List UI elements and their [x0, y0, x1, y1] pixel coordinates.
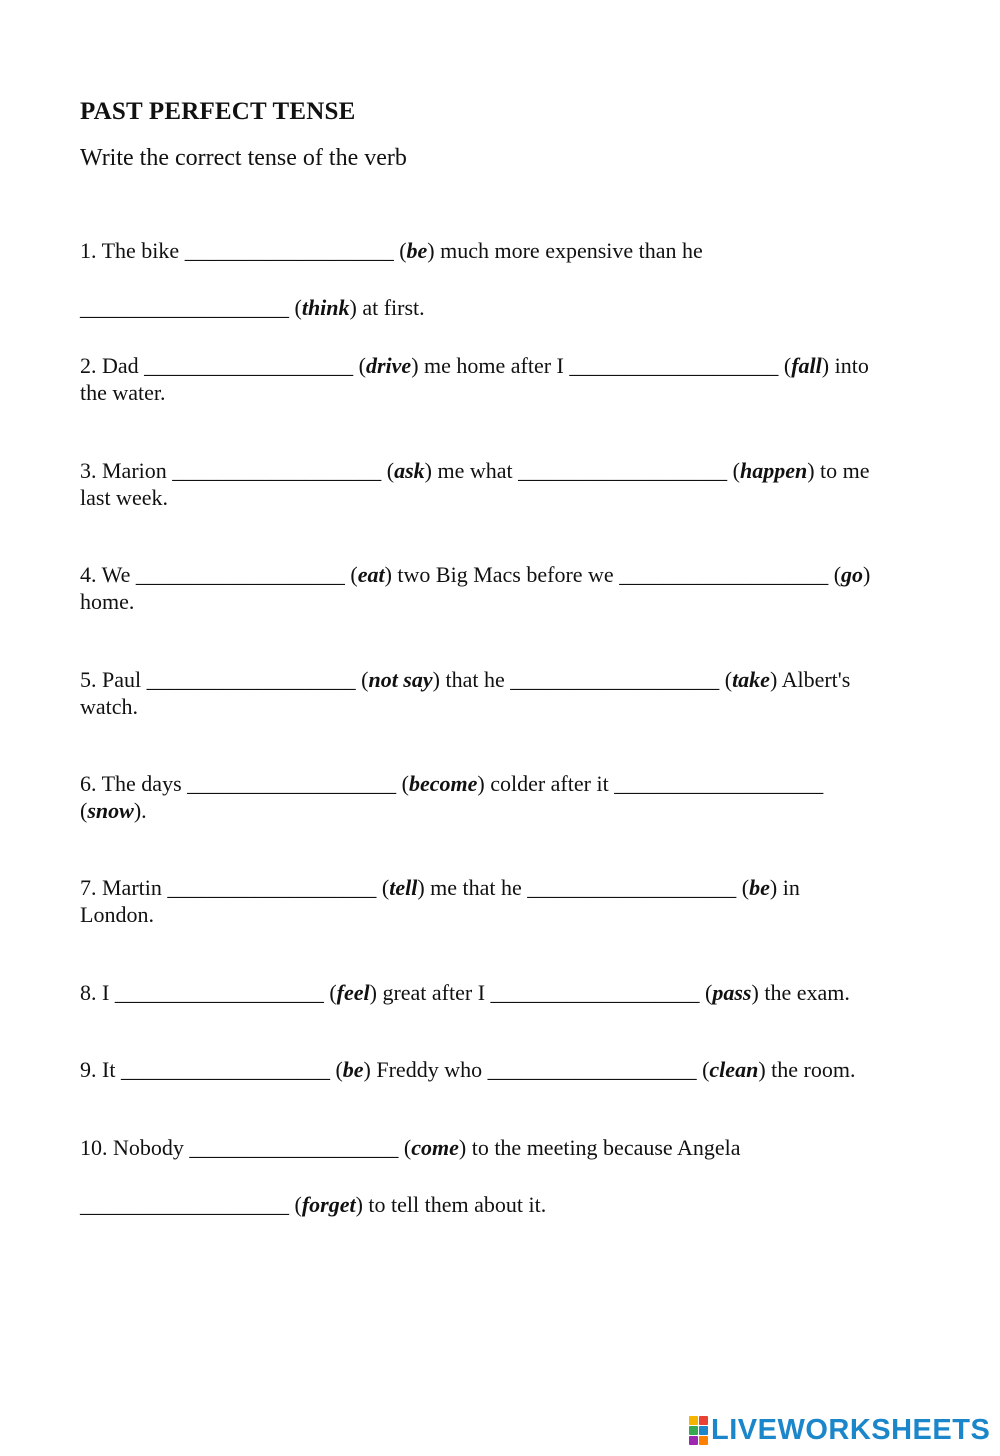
answer-blank[interactable]: ___________________ — [120, 1057, 330, 1082]
logo-tile — [699, 1436, 708, 1445]
answer-blank[interactable]: ___________________ — [518, 458, 728, 483]
sentence-text: ) Freddy who — [363, 1057, 488, 1082]
answer-blank[interactable]: ___________________ — [569, 353, 779, 378]
sentence-text: ) much more expensive than he — [427, 238, 703, 263]
sentence-text: ( — [381, 458, 395, 483]
verb-hint: not say — [368, 667, 433, 692]
logo-tile — [689, 1426, 698, 1435]
sentence-text: 5. Paul — [80, 667, 147, 692]
sentence-text: ( — [778, 353, 792, 378]
sentence-text: ) Albert's — [769, 667, 851, 692]
sentence-text: ( — [353, 353, 366, 378]
exercise-line — [80, 797, 147, 825]
sentence-text: ) me what — [424, 458, 519, 483]
verb-hint: clean — [709, 1057, 759, 1082]
verb-hint: be — [406, 238, 428, 263]
answer-blank[interactable]: ___________________ — [144, 353, 354, 378]
exercise-line — [80, 666, 850, 694]
sentence-text: 2. Dad — [80, 353, 145, 378]
sentence-text: ) that he — [432, 667, 511, 692]
sentence-text: ( — [727, 458, 740, 483]
answer-blank[interactable]: ___________________ — [614, 771, 824, 796]
sentence-text: ) to the meeting because Angela — [458, 1135, 741, 1160]
answer-blank[interactable]: ___________________ — [80, 295, 289, 320]
answer-blank[interactable]: ___________________ — [490, 980, 700, 1005]
sentence-text: 9. It — [80, 1057, 121, 1082]
sentence-text: ( — [355, 667, 369, 692]
exercise-line — [80, 979, 850, 1007]
verb-hint: drive — [365, 353, 412, 378]
sentence-text: ( — [289, 1192, 302, 1217]
answer-blank[interactable]: ___________________ — [167, 875, 377, 900]
exercise-line — [80, 457, 870, 485]
logo-tile — [689, 1436, 698, 1445]
sentence-text: ( — [736, 875, 750, 900]
verb-hint: be — [749, 875, 770, 900]
sentence-text: ) me that he — [417, 875, 528, 900]
sentence-text: ( — [398, 1135, 412, 1160]
logo-tile — [699, 1416, 708, 1425]
verb-hint: become — [408, 771, 478, 796]
sentence-text: ) the room. — [758, 1057, 856, 1082]
verb-hint: take — [732, 667, 770, 692]
exercise-line — [80, 1056, 855, 1084]
sentence-text: 4. We — [80, 562, 136, 587]
exercise-line — [80, 770, 823, 798]
verb-hint: eat — [357, 562, 385, 587]
instruction-text: Write the correct tense of the verb — [80, 145, 407, 171]
answer-blank[interactable]: ___________________ — [184, 238, 394, 263]
sentence-text: 6. The days — [80, 771, 188, 796]
sentence-text: 7. Martin — [80, 875, 168, 900]
sentence-text: ( — [329, 1057, 343, 1082]
answer-blank[interactable]: ___________________ — [172, 458, 382, 483]
sentence-text: ( — [393, 238, 407, 263]
sentence-text: ) me home after I — [411, 353, 570, 378]
verb-hint: forget — [301, 1192, 356, 1217]
verb-hint: feel — [336, 980, 370, 1005]
exercise-line — [80, 693, 138, 721]
sentence-text: ) in — [769, 875, 800, 900]
verb-hint: ask — [394, 458, 425, 483]
sentence-text: 10. Nobody — [80, 1135, 190, 1160]
sentence-text: ) — [863, 562, 871, 587]
verb-hint: come — [411, 1135, 459, 1160]
answer-blank[interactable]: ___________________ — [135, 562, 345, 587]
verb-hint: be — [342, 1057, 364, 1082]
sentence-text: ) into — [821, 353, 869, 378]
sentence-text: London. — [80, 902, 154, 927]
verb-hint: tell — [389, 875, 418, 900]
verb-hint: pass — [712, 980, 752, 1005]
sentence-text: ( — [323, 980, 337, 1005]
sentence-text: ) to me — [807, 458, 870, 483]
logo-tile — [689, 1416, 698, 1425]
exercise-line — [80, 484, 168, 512]
exercise-line — [80, 874, 800, 902]
exercise-line — [80, 237, 703, 265]
page-title: PAST PERFECT TENSE — [80, 98, 356, 125]
sentence-text: ( — [80, 798, 88, 823]
answer-blank[interactable]: ___________________ — [114, 980, 324, 1005]
verb-hint: think — [301, 295, 350, 320]
exercise-line — [80, 294, 425, 322]
verb-hint: happen — [739, 458, 808, 483]
answer-blank[interactable]: ___________________ — [80, 1192, 289, 1217]
verb-hint: snow — [87, 798, 134, 823]
sentence-text: watch. — [80, 694, 139, 719]
sentence-text: ( — [396, 771, 409, 796]
sentence-text: home. — [80, 589, 135, 614]
logo-tile — [699, 1426, 708, 1435]
liveworksheets-logo[interactable] — [689, 1414, 990, 1446]
exercise-line — [80, 1134, 741, 1162]
sentence-text: ( — [344, 562, 358, 587]
sentence-text: ( — [828, 562, 842, 587]
exercise-line — [80, 561, 870, 589]
sentence-text: ) colder after it — [477, 771, 615, 796]
verb-hint: go — [841, 562, 864, 587]
exercise-line — [80, 1191, 546, 1219]
sentence-text: ( — [376, 875, 390, 900]
logo-mark-icon — [689, 1416, 708, 1445]
sentence-text: ) the exam. — [751, 980, 850, 1005]
answer-blank[interactable]: ___________________ — [510, 667, 720, 692]
exercise-line — [80, 588, 134, 616]
sentence-text: ( — [699, 980, 713, 1005]
sentence-text: ( — [289, 295, 302, 320]
sentence-text: ( — [719, 667, 733, 692]
exercise-line — [80, 352, 869, 380]
sentence-text: ( — [696, 1057, 710, 1082]
sentence-text: ) great after I — [369, 980, 491, 1005]
sentence-text: ). — [133, 798, 147, 823]
answer-blank[interactable]: ___________________ — [146, 667, 356, 692]
answer-blank[interactable]: ___________________ — [487, 1057, 697, 1082]
answer-blank[interactable]: ___________________ — [187, 771, 397, 796]
sentence-text: 8. I — [80, 980, 115, 1005]
sentence-text: ) at first. — [349, 295, 425, 320]
verb-hint: fall — [791, 353, 822, 378]
sentence-text: the water. — [80, 380, 166, 405]
logo-text: LIVEWORKSHEETS — [711, 1413, 991, 1446]
sentence-text: 3. Marion — [80, 458, 173, 483]
sentence-text: 1. The bike — [80, 238, 185, 263]
sentence-text: last week. — [80, 485, 168, 510]
sentence-text: ) to tell them about it. — [355, 1192, 547, 1217]
answer-blank[interactable]: ___________________ — [527, 875, 737, 900]
exercise-line — [80, 901, 154, 929]
exercise-line — [80, 379, 166, 407]
answer-blank[interactable]: ___________________ — [189, 1135, 399, 1160]
answer-blank[interactable]: ___________________ — [619, 562, 829, 587]
sentence-text: ) two Big Macs before we — [384, 562, 620, 587]
